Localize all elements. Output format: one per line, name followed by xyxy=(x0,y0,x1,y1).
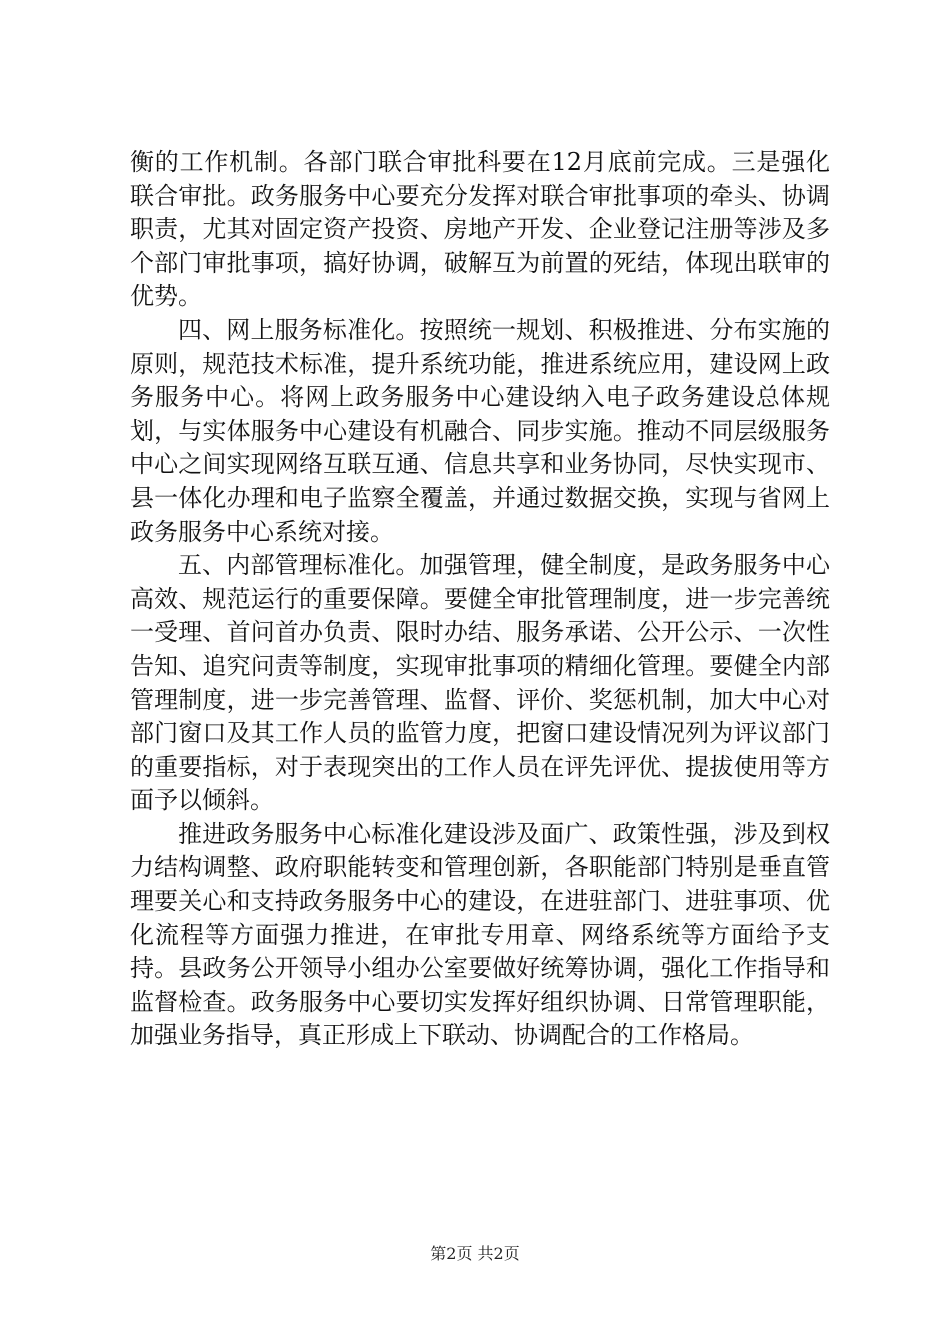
paragraph-section-five: 五、内部管理标准化。加强管理，健全制度，是政务服务中心高效、规范运行的重要保障。要健全审批管理制度，进一步完善统一受理、首问首办负责、限时办结、服务承诺、公开公示、一次性告知、追究问责等制度，实现审批事项的精细化管理。要健全内部管理制度，进一步完善管理、监督、评价、奖惩机制，加大中心对部门窗口及其工作人员的监管力度，把窗口建设情况列为评议部门的重要指标，对于表现突出的工作人员在评先评优、提拔使用等方面予以倾斜。 xyxy=(130,551,830,815)
paragraph-continuation: 衡的工作机制。各部门联合审批科要在12月底前完成。三是强化联合审批。政务服务中心要充分发挥对联合审批事项的牵头、协调职责，尤其对固定资产投资、房地产开发、企业登记注册等涉及多个部门审批事项，搞好协调，破解互为前置的死结，体现出联审的优势。 xyxy=(130,148,830,311)
page-number-footer: 第2页 共2页 xyxy=(430,1244,520,1263)
document-body xyxy=(130,146,830,1053)
paragraph-conclusion: 推进政务服务中心标准化建设涉及面广、政策性强，涉及到权力结构调整、政府职能转变和管理创新，各职能部门特别是垂直管理要关心和支持政务服务中心的建设，在进驻部门、进驻事项、优化流程等方面强力推进，在审批专用章、网络系统等方面给予支持。县政务公开领导小组办公室要做好统筹协调，强化工作指导和监督检查。政务服务中心要切实发挥好组织协调、日常管理职能，加强业务指导，真正形成上下联动、协调配合的工作格局。 xyxy=(130,819,830,1050)
paragraph-section-four: 四、网上服务标准化。按照统一规划、积极推进、分布实施的原则，规范技术标准，提升系统功能，推进系统应用，建设网上政务服务中心。将网上政务服务中心建设纳入电子政务建设总体规划，与实体服务中心建设有机融合、同步实施。推动不同层级服务中心之间实现网络互联互通、信息共享和业务协同，尽快实现市、县一体化办理和电子监察全覆盖，并通过数据交换，实现与省网上政务服务中心系统对接。 xyxy=(130,315,830,546)
